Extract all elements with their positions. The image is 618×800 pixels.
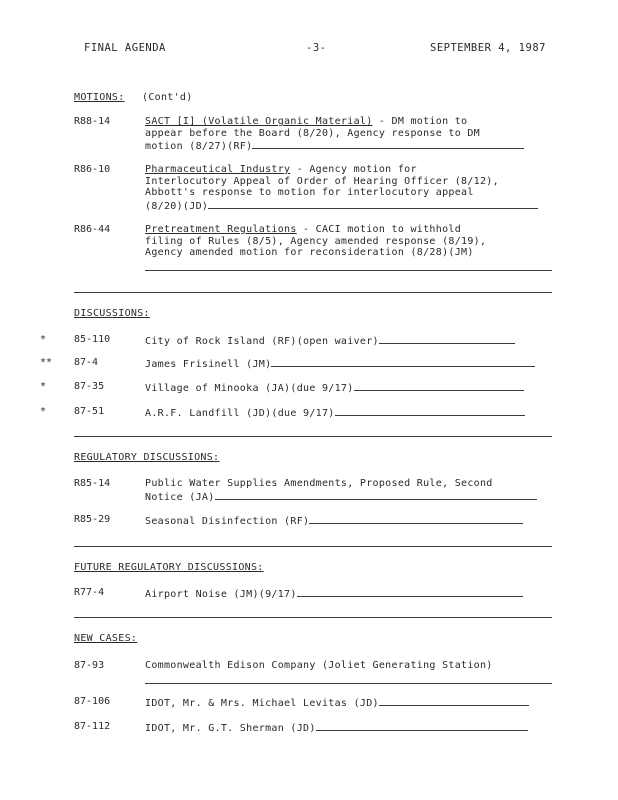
case-name: IDOT, Mr. & Mrs. Michael Levitas (JD) <box>145 698 379 709</box>
fill-line <box>354 381 524 391</box>
priority-mark: * <box>40 334 47 345</box>
motion-text: filing of Rules (8/5), Agency amended response (8/19), <box>145 235 487 247</box>
case-name: James Frisinell (JM) <box>145 359 272 370</box>
section-divider <box>74 546 552 547</box>
regulatory-title: Notice (JA) <box>145 491 215 503</box>
regulatory-text <box>145 478 555 503</box>
motions-contd: (Cont'd) <box>142 92 193 103</box>
new-cases-heading: NEW CASES: <box>74 633 138 644</box>
fill-line <box>252 139 524 149</box>
docket-number: 85-110 <box>74 334 111 345</box>
discussion-text <box>145 334 555 348</box>
motions-heading: MOTIONS: <box>74 92 125 103</box>
fill-line <box>316 721 528 731</box>
regulatory-discussions-heading: REGULATORY DISCUSSIONS: <box>74 452 220 463</box>
docket-number: 87-106 <box>74 696 111 707</box>
motion-text: - DM motion to <box>372 116 468 127</box>
motion-text: motion (8/27)(RF) <box>145 141 253 152</box>
motion-text: Interlocutory Appeal of Order of Hearing Officer (8/12), <box>145 175 499 187</box>
fill-line <box>208 199 538 209</box>
docket-number: 87-93 <box>74 660 105 671</box>
docket-number: R86-44 <box>74 224 111 235</box>
case-name: City of Rock Island (RF)(open waiver) <box>145 336 379 347</box>
docket-number: R88-14 <box>74 116 111 127</box>
fill-line <box>379 696 529 706</box>
header-date: SEPTEMBER 4, 1987 <box>430 42 546 54</box>
motion-text: - CACI motion to withhold <box>296 224 462 235</box>
regulatory-title: Public Water Supplies Amendments, Proposed Rule, Second <box>145 478 493 489</box>
motion-title: SACT [I] (Volatile Organic Material) <box>145 116 373 127</box>
motion-description <box>145 224 555 259</box>
regulatory-title: Airport Noise (JM)(9/17) <box>145 589 297 600</box>
docket-number: R85-29 <box>74 514 111 525</box>
future-regulatory-text <box>145 587 555 601</box>
fill-line <box>215 490 537 500</box>
case-text <box>145 696 555 710</box>
fill-line <box>335 406 525 416</box>
motion-text: - Agency motion for <box>290 164 417 175</box>
motion-description <box>145 164 555 212</box>
fill-line <box>379 334 515 344</box>
header-title: FINAL AGENDA <box>84 42 166 54</box>
page-number: -3- <box>306 42 327 54</box>
docket-number: R85-14 <box>74 478 111 489</box>
fill-line <box>145 683 552 684</box>
fill-line <box>309 514 523 524</box>
discussion-text <box>145 357 555 371</box>
regulatory-text <box>145 514 555 528</box>
docket-number: 87-35 <box>74 381 105 392</box>
case-name: IDOT, Mr. G.T. Sherman (JD) <box>145 723 316 734</box>
case-name: A.R.F. Landfill (JD)(due 9/17) <box>145 408 335 419</box>
section-divider <box>74 292 552 293</box>
docket-number: 87-112 <box>74 721 111 732</box>
docket-number: 87-51 <box>74 406 105 417</box>
motion-description <box>145 116 555 153</box>
section-divider <box>74 436 552 437</box>
motion-title: Pharmaceutical Industry <box>145 164 291 175</box>
motion-text: appear before the Board (8/20), Agency response to DM <box>145 127 480 139</box>
priority-mark: * <box>40 381 47 392</box>
docket-number: 87-4 <box>74 357 99 368</box>
regulatory-title: Seasonal Disinfection (RF) <box>145 516 310 527</box>
motion-text: Abbott's response to motion for interlocutory appeal <box>145 187 474 198</box>
motion-text: (8/20)(JD) <box>145 200 209 212</box>
motion-text: Agency amended motion for reconsideration (8/28)(JM) <box>145 247 474 258</box>
fill-line <box>297 587 523 597</box>
priority-mark: ** <box>40 357 53 368</box>
case-name: Village of Minooka (JA)(due 9/17) <box>145 383 354 394</box>
discussions-heading: DISCUSSIONS: <box>74 308 150 319</box>
case-text <box>145 721 555 735</box>
case-name: Commonwealth Edison Company (Joliet Generating Station) <box>145 660 493 671</box>
section-divider <box>74 617 552 618</box>
discussion-text <box>145 406 555 420</box>
motion-title: Pretreatment Regulations <box>145 224 297 235</box>
docket-number: R86-10 <box>74 164 111 175</box>
docket-number: R77-4 <box>74 587 105 598</box>
fill-line <box>145 270 552 271</box>
discussion-text <box>145 381 555 395</box>
priority-mark: * <box>40 406 47 417</box>
fill-line <box>271 357 535 367</box>
future-regulatory-heading: FUTURE REGULATORY DISCUSSIONS: <box>74 562 264 573</box>
